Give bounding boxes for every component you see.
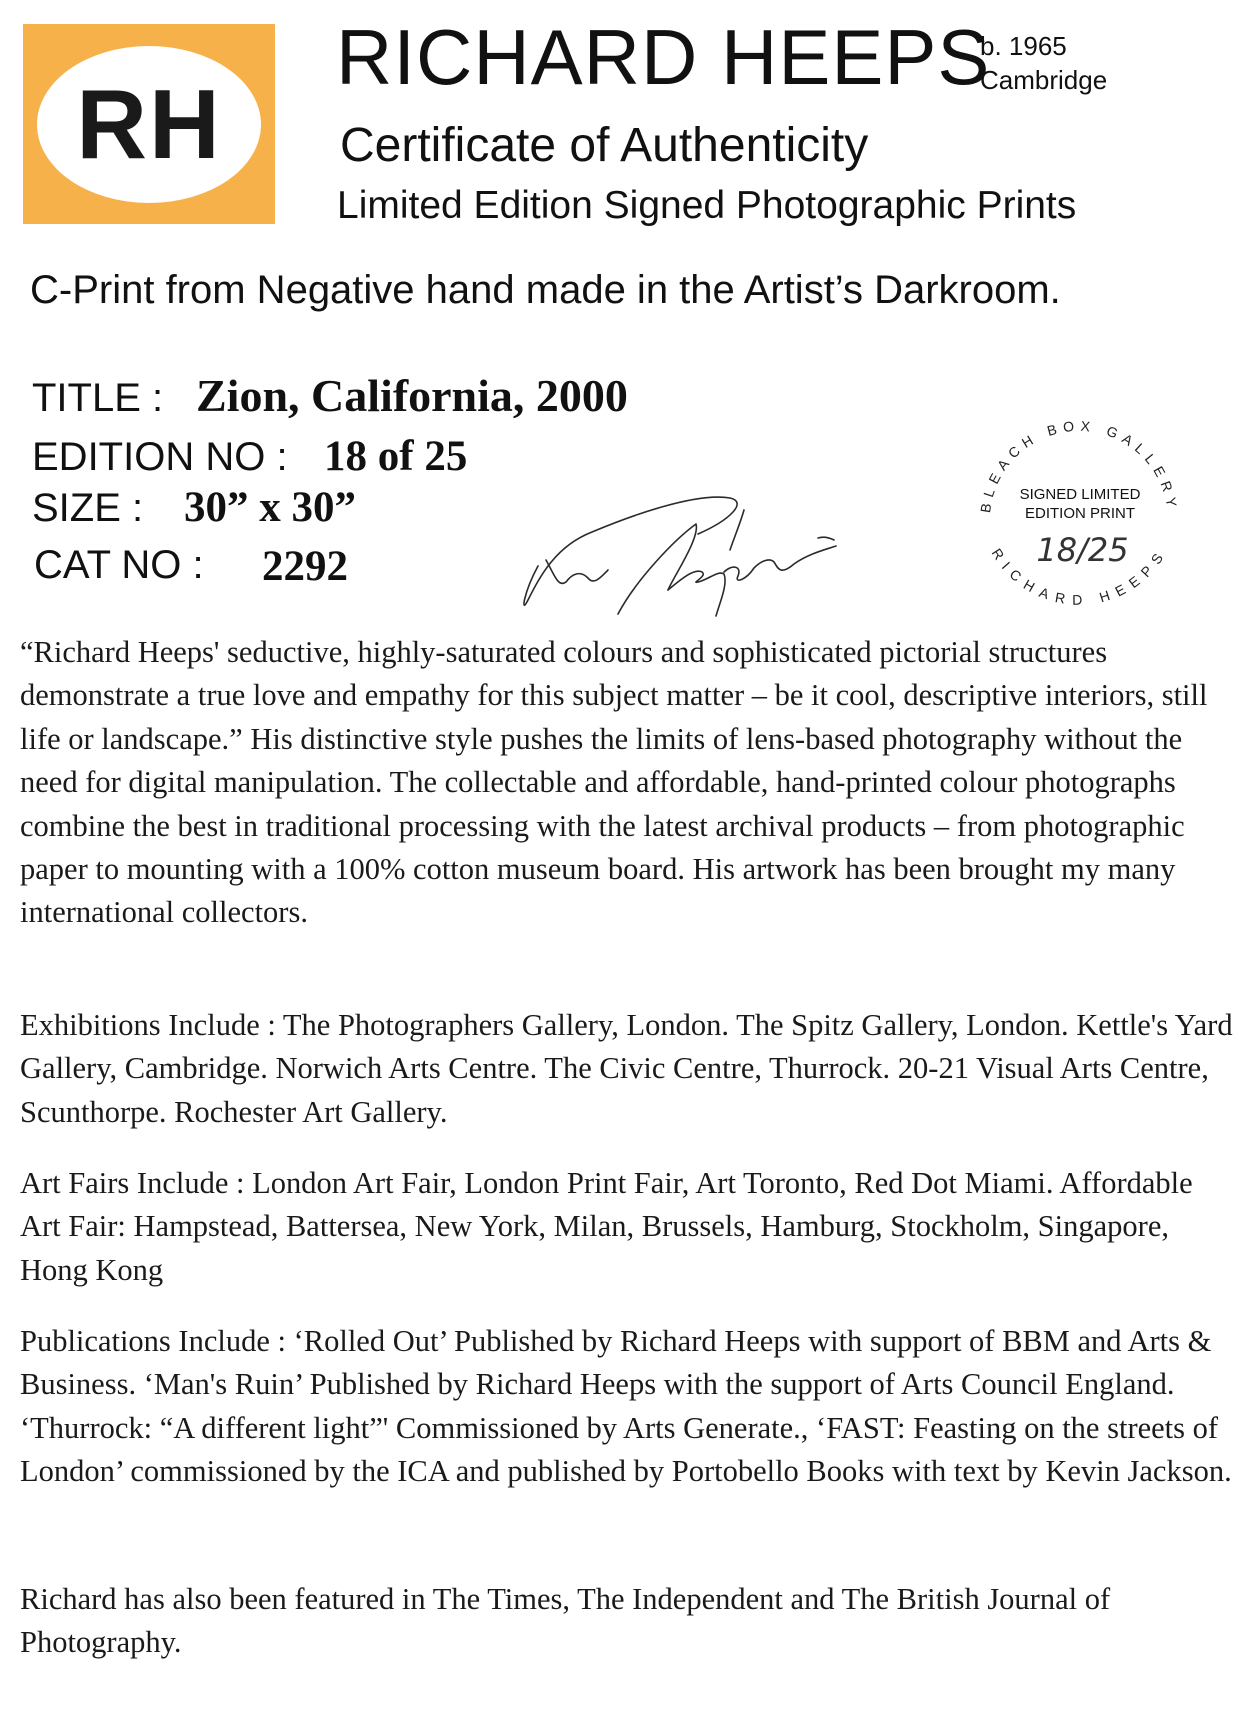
size-label: SIZE : (32, 486, 144, 530)
artist-signature (518, 484, 848, 624)
print-type-line: C-Print from Negative hand made in the Artist’s Darkroom. (30, 268, 1061, 312)
stamp-line-2: EDITION PRINT (1024, 505, 1135, 522)
catalog-number-value: 2292 (262, 543, 348, 590)
paragraph-exhibitions: Exhibitions Include : The Photographers Gallery, London. The Spitz Gallery, London. Kettle's Yard Gallery, Cambridge. Norwich Arts Centre. The Civic Centre, Thurrock. 20-21 Visual Arts Centre, Scunthorpe. Rochester Art Gallery. (20, 1008, 1233, 1129)
artist-logo (23, 24, 275, 224)
artist-name: RICHARD HEEPS (336, 13, 991, 101)
stamp-top-arc-text: BLEACH BOX GALLERY (977, 417, 1181, 514)
paragraph-publications: Publications Include : ‘Rolled Out’ Published by Richard Heeps with support of BBM and Arts & Business. ‘Man's Ruin’ Published by Richard Heeps with the support of Arts Council England. ‘Thurrock: “A different light”' Commissioned by Arts Generate., ‘FAST: Feasting on the streets of London’ commissioned by the ICA and published by Portobello Books with text by Kevin Jackson. (20, 1324, 1232, 1489)
stamp-bottom-arc-text: RICHARD HEEPS (988, 545, 1170, 608)
paragraph-art-fairs: Art Fairs Include : London Art Fair, London Print Fair, Art Toronto, Red Dot Miami. Affordable Art Fair: Hampstead, Battersea, New York, Milan, Brussels, Hamburg, Stockholm, Singapore, Hong Kong (20, 1166, 1193, 1287)
logo-text: RH (76, 69, 222, 179)
certificate-subtitle: Limited Edition Signed Photographic Prints (337, 184, 1077, 227)
logo-oval (37, 46, 261, 203)
certificate-title: Certificate of Authenticity (340, 119, 869, 172)
edition-label: EDITION NO : (32, 435, 288, 479)
title-label: TITLE : (32, 376, 164, 420)
artist-birth-place: Cambridge (980, 65, 1108, 95)
paragraph-artist-statement: “Richard Heeps' seductive, highly-saturated colours and sophisticated pictorial structures demonstrate a true love and empathy for this subject matter – be it cool, descriptive interiors, still life or landscape.” His distinctive style pushes the limits of lens-based photography without the need for digital manipulation. The collectable and affordable, hand-printed colour photographs combine the best in traditional processing with the latest archival products – from photographic paper to mounting with a 100% cotton museum board. His artwork has been brought my many international collectors. (20, 635, 1208, 930)
title-value: Zion, California, 2000 (196, 370, 628, 421)
stamp-handwritten-edition: 18/25 (1036, 531, 1129, 569)
edition-value: 18 of 25 (324, 433, 468, 480)
catalog-number-label: CAT NO : (34, 543, 204, 587)
size-value: 30” x 30” (184, 484, 356, 531)
artist-birth-year: b. 1965 (980, 31, 1067, 61)
stamp-line-1: SIGNED LIMITED (1019, 486, 1141, 503)
paragraph-featured: Richard has also been featured in The Times, The Independent and The British Journal of Photography. (20, 1582, 1111, 1660)
